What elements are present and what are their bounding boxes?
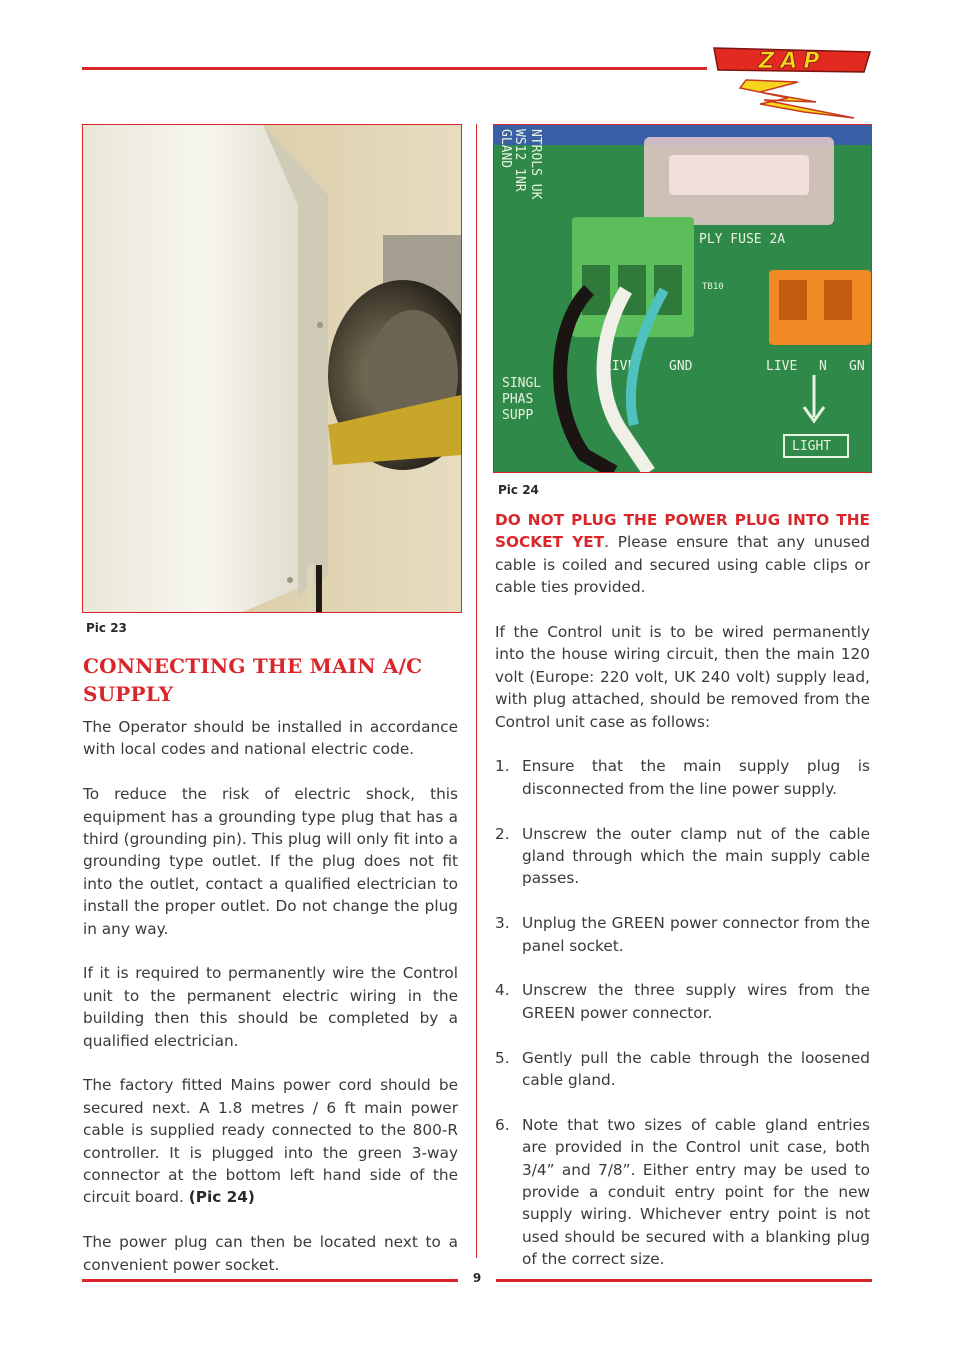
column-divider [476,124,477,1258]
step-number: 2. [495,824,510,843]
paragraph-mains-cord [83,1074,458,1208]
board-label-vertical-3: GLAND [498,129,513,169]
board-label-n-right: N [819,359,827,374]
paragraph-permanent-install: If the Control unit is to be wired permanently into the house wiring circuit, then the main 120 volt (Europe: 220 volt, UK 240 volt) supply lead, with plug attached, should be removed from the Control unit case as follows: [495,623,870,731]
list-item [495,979,870,1024]
list-item [495,912,870,957]
list-item [495,1047,870,1092]
pic24-reference: (Pic 24) [188,1188,255,1207]
pic24-photo [493,124,872,473]
list-item [495,823,870,890]
board-label-supp: SUPP [502,408,534,423]
step-text: Ensure that the main supply plug is disconnected from the line power supply. [522,757,870,798]
board-label-vertical-2: WS12 1NR [512,129,527,192]
logo-text: ZAP [758,49,826,74]
step-number: 5. [495,1048,510,1067]
footer-rule-right [496,1279,872,1282]
removal-steps [495,755,870,1270]
step-number: 3. [495,914,510,933]
warning-followup: . Please ensure that any unused cable is coiled and secured using cable clips or cable ties provided. [495,533,870,597]
pic24-caption: Pic 24 [498,483,539,497]
mains-cord-text: The factory fitted Mains power cord should be secured next. A 1.8 metres / 6 ft main power cable is supplied ready connected to the 800-R controller. It is plugged into the green 3-way connector at the bottom left hand side of the circuit board. [83,1076,458,1207]
step-number: 4. [495,981,510,1000]
board-label-gn-right: GN [849,359,865,374]
step-text: Unscrew the three supply wires from the GREEN power connector. [522,981,870,1022]
right-column [495,509,870,1293]
pic23-photo [82,124,462,613]
board-label-light: LIGHT [792,439,832,454]
step-number: 1. [495,757,510,776]
left-column [83,716,458,1298]
step-text: Note that two sizes of cable gland entries are provided in the Control unit case, both 3/4” and 7/8”. Either entry may be used to provide a conduit entry point for the new supply wiring. Whichever entry point is not used should be secured with a blanking plug of the correct size. [522,1115,870,1269]
paragraph-permanent-wiring: If it is required to permanently wire the Control unit to the permanent electric wiring in the building then this should be completed by a qualified electrician. [83,964,458,1050]
paragraph-power-plug: The power plug can then be located next to a convenient power socket. [83,1233,458,1274]
board-label-live: LIVE [604,359,636,374]
paragraph-grounding: To reduce the risk of electric shock, this equipment has a grounding type plug that has a third (grounding pin). This plug will only fit into a grounding type outlet. If the plug does not fit into the outlet, contact a qualified electrician to install the proper outlet. Do not change the plug in any way. [83,785,458,938]
footer-rule-left [82,1279,458,1282]
board-label-live-right: LIVE [766,359,798,374]
warning-text: DO NOT PLUG THE POWER PLUG INTO THE SOCKET YET [495,511,870,552]
paragraph-installation: The Operator should be installed in accordance with local codes and national electric code. [83,718,458,759]
list-item [495,1114,870,1271]
zap-logo [704,42,876,120]
step-text: Gently pull the cable through the loosened cable gland. [522,1048,870,1090]
board-label-fuse: PLY FUSE 2A [699,232,786,247]
list-item [495,755,870,800]
board-label-gnd: GND [669,359,693,374]
pic23-caption: Pic 23 [86,621,127,635]
step-number: 6. [495,1115,510,1134]
board-label-phase: PHAS [502,392,534,407]
step-text: Unplug the GREEN power connector from the panel socket. [522,914,870,955]
section-heading: CONNECTING THE MAIN A/C SUPPLY [83,654,423,706]
header-rule [82,67,707,70]
step-text: Unscrew the outer clamp nut of the cable gland through which the main supply cable passes. [522,824,870,888]
board-label-vertical-1: NTROLS UK [528,129,543,200]
board-label-single: SINGL [502,376,542,391]
paragraph-warning [495,509,870,599]
page-number: 9 [472,1271,482,1285]
board-label-terminal: TB10 [702,282,724,292]
